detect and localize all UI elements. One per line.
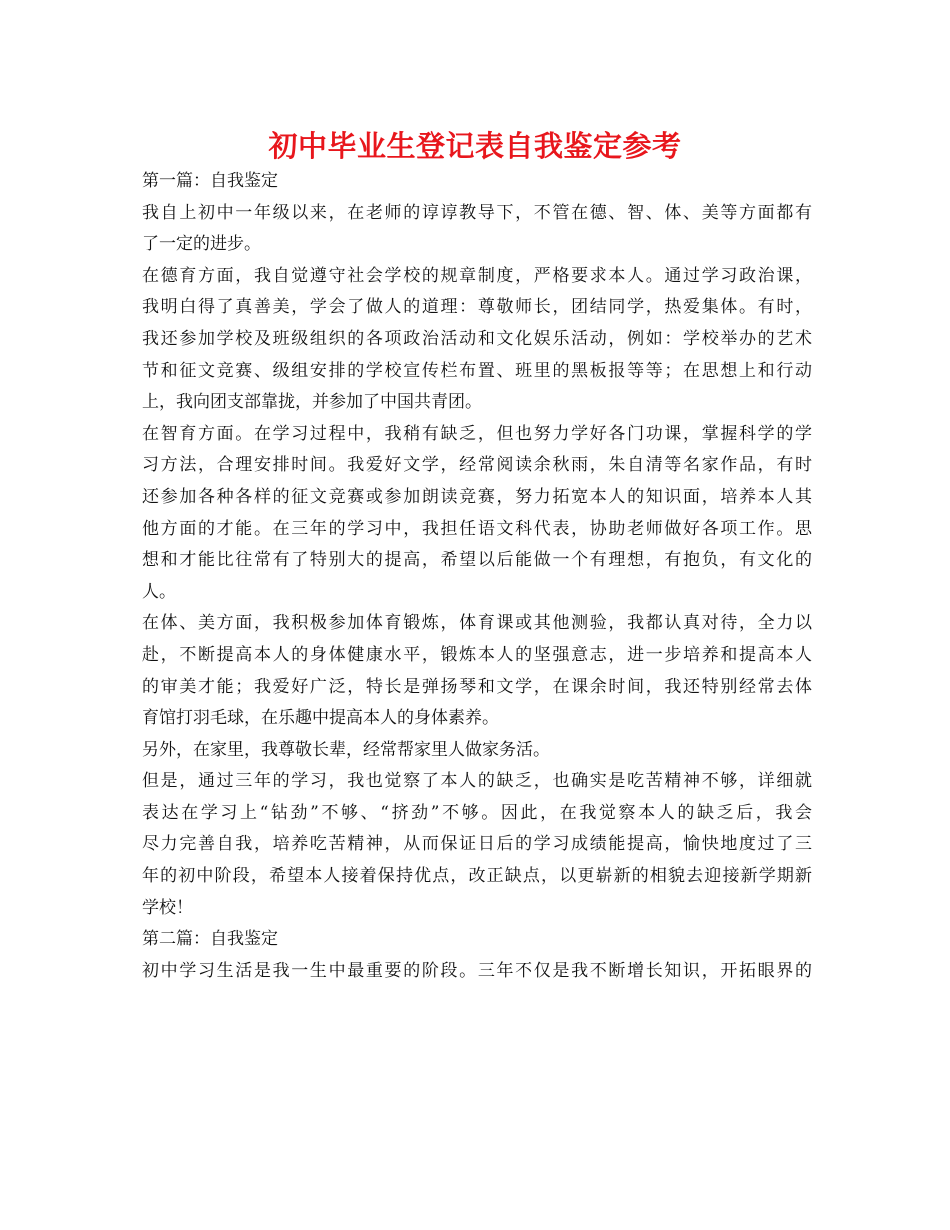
text-line: 了一定的进步。: [142, 234, 261, 255]
text-line: 还参加各种各样的征文竞赛或参加朗读竞赛，努力拓宽本人的知识面，培养本人其: [142, 486, 812, 507]
text-line: 人。: [142, 581, 176, 602]
text-line: 节和征文竞赛、级组安排的学校宣传栏布置、班里的黑板报等等；在思想上和行动: [142, 360, 812, 381]
section-heading: 第一篇：自我鉴定: [142, 171, 278, 191]
text-line: 我明白得了真善美，学会了做人的道理：尊敬师长，团结同学，热爱集体。有时，: [142, 297, 812, 318]
text-line: 初中学习生活是我一生中最重要的阶段。三年不仅是我不断增长知识，开拓眼界的: [142, 960, 812, 981]
text-line: 的审美才能；我爱好广泛，特长是弹扬琴和文学，在课余时间，我还特别经常去体: [142, 676, 812, 697]
text-line: 想和才能比往常有了特别大的提高，希望以后能做一个有理想，有抱负，有文化的: [142, 550, 812, 571]
document-title: 初中毕业生登记表自我鉴定参考: [268, 129, 682, 163]
document-body: [142, 166, 812, 987]
text-line: 他方面的才能。在三年的学习中，我担任语文科代表，协助老师做好各项工作。思: [142, 518, 812, 539]
text-line: 在体、美方面，我积极参加体育锻炼，体育课或其他测验，我都认真对待，全力以: [142, 613, 812, 634]
text-line: 学校！: [142, 897, 193, 918]
text-line: 赴，不断提高本人的身体健康水平，锻炼本人的坚强意志，进一步培养和提高本人: [142, 644, 812, 665]
text-line: 我自上初中一年级以来，在老师的谆谆教导下，不管在德、智、体、美等方面都有: [142, 202, 812, 223]
text-line: 育馆打羽毛球，在乐趣中提高本人的身体素养。: [142, 708, 499, 729]
section-heading: 第二篇：自我鉴定: [142, 929, 278, 950]
text-line: 习方法，合理安排时间。我爱好文学，经常阅读余秋雨，朱自清等名家作品，有时: [142, 455, 812, 476]
text-line: 我还参加学校及班级组织的各项政治活动和文化娱乐活动，例如：学校举办的艺术: [142, 328, 812, 349]
text-line: 在智育方面。在学习过程中，我稍有缺乏，但也努力学好各门功课，掌握科学的学: [142, 423, 812, 444]
text-line: 另外，在家里，我尊敬长辈，经常帮家里人做家务活。: [142, 739, 550, 760]
text-line: 在德育方面，我自觉遵守社会学校的规章制度，严格要求本人。通过学习政治课，: [142, 265, 812, 286]
text-line: 表达在学习上“钻劲”不够、“挤劲”不够。因此，在我觉察本人的缺乏后，我会: [142, 802, 812, 823]
text-line: 年的初中阶段，希望本人接着保持优点，改正缺点，以更崭新的相貌去迎接新学期新: [142, 866, 812, 887]
text-line: 但是，通过三年的学习，我也觉察了本人的缺乏，也确实是吃苦精神不够，详细就: [142, 771, 812, 792]
text-line: 上，我向团支部靠拢，并参加了中国共青团。: [142, 392, 482, 413]
text-line: 尽力完善自我，培养吃苦精神，从而保证日后的学习成绩能提高，愉快地度过了三: [142, 834, 812, 855]
